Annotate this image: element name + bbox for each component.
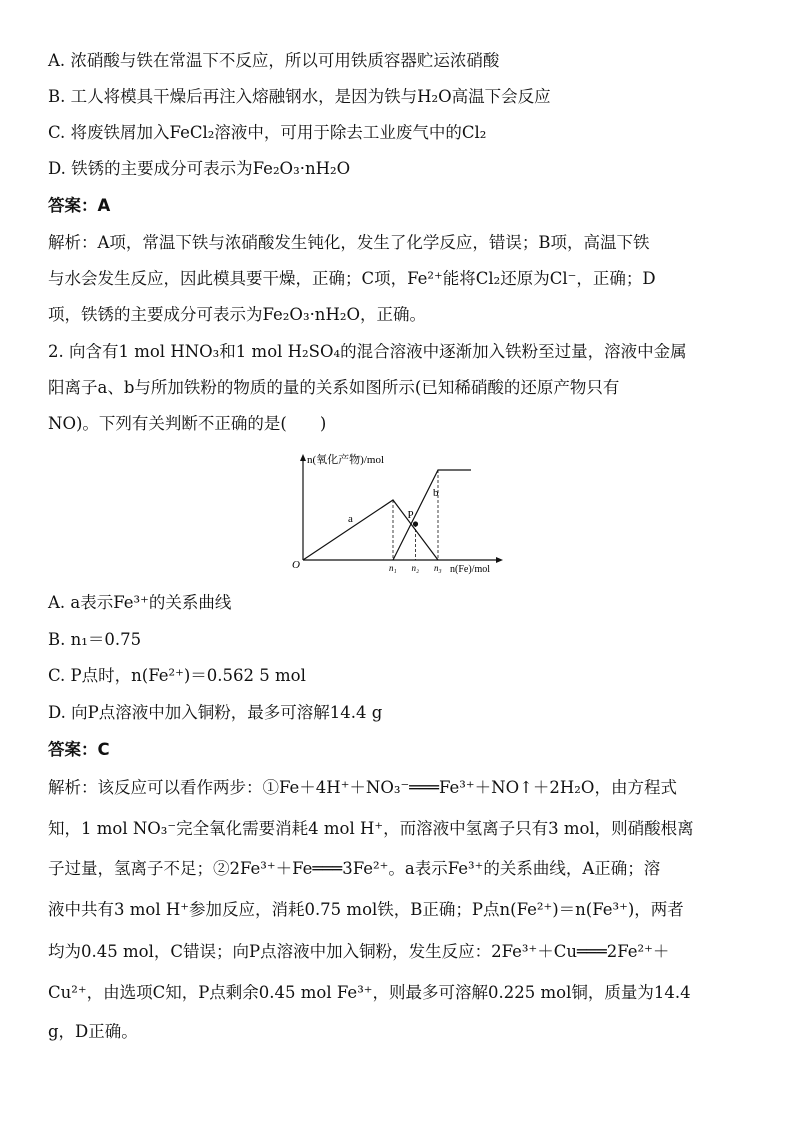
y-axis-label: n(氧化产物)/mol [307,454,384,466]
q2-analysis-line: 知，1 mol NO₃⁻完全氧化需要消耗4 mol H⁺，而溶液中氢离子只有3 mol，则硝酸根离 [48,819,694,838]
q2-analysis-line: 液中共有3 mol H⁺参加反应，消耗0.75 mol铁，B正确；P点n(Fe²⁺)＝n(Fe³⁺)，两者 [48,900,684,919]
q2-option-b: B. n₁＝0.75 [48,630,142,649]
q2-stem-line: 2. 向含有1 mol HNO₃和1 mol H₂SO₄的混合溶液中逐渐加入铁粉至过量，溶液中金属 [48,342,687,361]
series-a-line [303,500,438,560]
q1-option-d: D. 铁锈的主要成分可表示为Fe₂O₃·nH₂O [48,159,351,178]
q1-option-a: A. 浓硝酸与铁在常温下不反应，所以可用铁质容器贮运浓硝酸 [48,51,500,70]
q2-analysis-line: 均为0.45 mol，C错误；向P点溶液中加入铜粉，发生反应：2Fe³⁺＋Cu═══2Fe²⁺＋ [48,942,670,961]
q1-answer: 答案：A [48,196,111,215]
q2-stem-line: NO)。下列有关判断不正确的是( ) [48,414,327,433]
x-axis-label: n(Fe)/mol [450,564,490,575]
q2-analysis-line: g，D正确。 [48,1022,138,1041]
q2-option-a: A. a表示Fe³⁺的关系曲线 [48,593,232,612]
q2-option-c: C. P点时，n(Fe²⁺)＝0.562 5 mol [48,666,306,685]
chart [285,448,515,578]
x-tick-n3: n₃ [434,563,442,573]
q1-analysis-line: 与水会发生反应，因此模具要干燥，正确；C项，Fe²⁺能将Cl₂还原为Cl⁻，正确；D [48,269,656,288]
q2-option-d: D. 向P点溶液中加入铜粉，最多可溶解14.4 g [48,703,383,722]
origin-label: O [292,559,300,571]
q1-analysis-line: 解析：A项，常温下铁与浓硝酸发生钝化，发生了化学反应，错误；B项，高温下铁 [48,233,650,252]
q1-analysis-line: 项，铁锈的主要成分可表示为Fe₂O₃·nH₂O，正确。 [48,305,426,324]
q2-analysis-line: Cu²⁺，由选项C知，P点剩余0.45 mol Fe³⁺，则最多可溶解0.225 mol铜，质量为14.4 [48,983,691,1002]
q1-option-b: B. 工人将模具干燥后再注入熔融钢水，是因为铁与H₂O高温下会反应 [48,87,551,106]
point-p-label: P [407,509,414,521]
point-p [413,521,418,526]
x-axis-arrow [496,557,503,563]
q2-analysis-line: 子过量，氢离子不足；②2Fe³⁺＋Fe═══3Fe²⁺。a表示Fe³⁺的关系曲线，A正确；溶 [48,859,661,878]
series-b-label: b [433,487,439,499]
series-a-label: a [348,513,353,525]
x-tick-n1: n₁ [389,563,397,573]
q2-analysis-line: 解析：该反应可以看作两步：①Fe＋4H⁺＋NO₃⁻═══Fe³⁺＋NO↑＋2H₂O，由方程式 [48,778,677,797]
x-tick-n2: n₂ [411,563,420,573]
y-axis-arrow [300,454,306,461]
q2-answer: 答案：C [48,740,110,759]
q2-stem-line: 阳离子a、b与所加铁粉的物质的量的关系如图所示(已知稀硝酸的还原产物只有 [48,378,620,397]
q1-option-c: C. 将废铁屑加入FeCl₂溶液中，可用于除去工业废气中的Cl₂ [48,123,487,142]
